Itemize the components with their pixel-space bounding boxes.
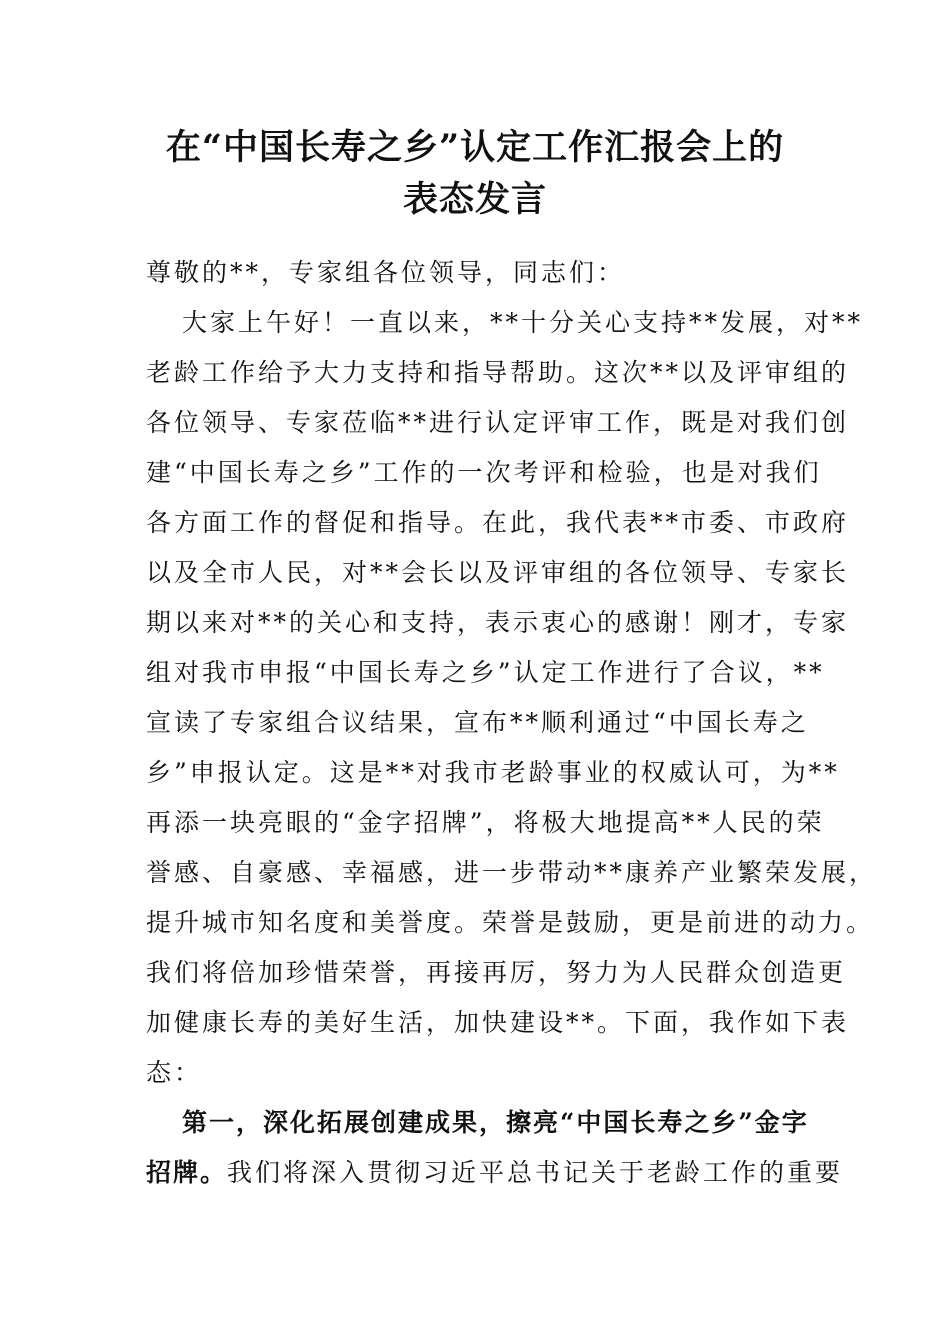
section-line	[146, 1158, 843, 1188]
section-heading-end: 招牌。	[146, 1158, 228, 1187]
paragraph-line: 再添一块亮眼的“金字招牌”，将极大地提高**人民的荣	[146, 808, 825, 837]
paragraph-line: 以及全市人民，对**会长以及评审组的各位领导、专家长	[146, 558, 850, 587]
paragraph-line: 提升城市知名度和美誉度。荣誉是鼓励，更是前进的动力。	[146, 908, 875, 937]
paragraph-line: 乡”申报认定。这是**对我市老龄事业的权威认可，为**	[146, 758, 840, 787]
paragraph-line: 我们将倍加珍惜荣誉，再接再厉，努力为人民群众创造更	[146, 958, 847, 987]
paragraph-line: 组对我市申报“中国长寿之乡”认定工作进行了合议，**	[146, 658, 825, 687]
paragraph-line: 老龄工作给予大力支持和指导帮助。这次**以及评审组的	[146, 358, 850, 387]
paragraph-line: 期以来对**的关心和支持，表示衷心的感谢！刚才，专家	[146, 608, 850, 637]
paragraph-line: 宣读了专家组合议结果，宣布**顺利通过“中国长寿之	[146, 708, 809, 737]
paragraph-line: 建“中国长寿之乡”工作的一次考评和检验，也是对我们	[146, 458, 822, 487]
salutation: 尊敬的**，专家组各位领导，同志们：	[146, 258, 626, 287]
document-title-line-1: 在“中国长寿之乡”认定工作汇报会上的	[165, 127, 785, 168]
paragraph-line: 誉感、自豪感、幸福感，进一步带动**康养产业繁荣发展，	[146, 858, 878, 887]
paragraph-line: 加健康长寿的美好生活，加快建设**。下面，我作如下表	[146, 1008, 850, 1037]
section-body-text: 我们将深入贯彻习近平总书记关于老龄工作的重要	[227, 1158, 844, 1187]
paragraph-line: 各方面工作的督促和指导。在此，我代表**市委、市政府	[146, 508, 850, 537]
document-title-line-2: 表态发言	[402, 179, 547, 220]
section-heading: 第一，深化拓展创建成果，擦亮“中国长寿之乡”金字	[182, 1108, 809, 1137]
paragraph-line: 各位领导、专家莅临**进行认定评审工作，既是对我们创	[146, 408, 850, 437]
paragraph-line: 大家上午好！一直以来，**十分关心支持**发展，对**	[182, 308, 864, 337]
paragraph-line: 态：	[146, 1058, 203, 1087]
